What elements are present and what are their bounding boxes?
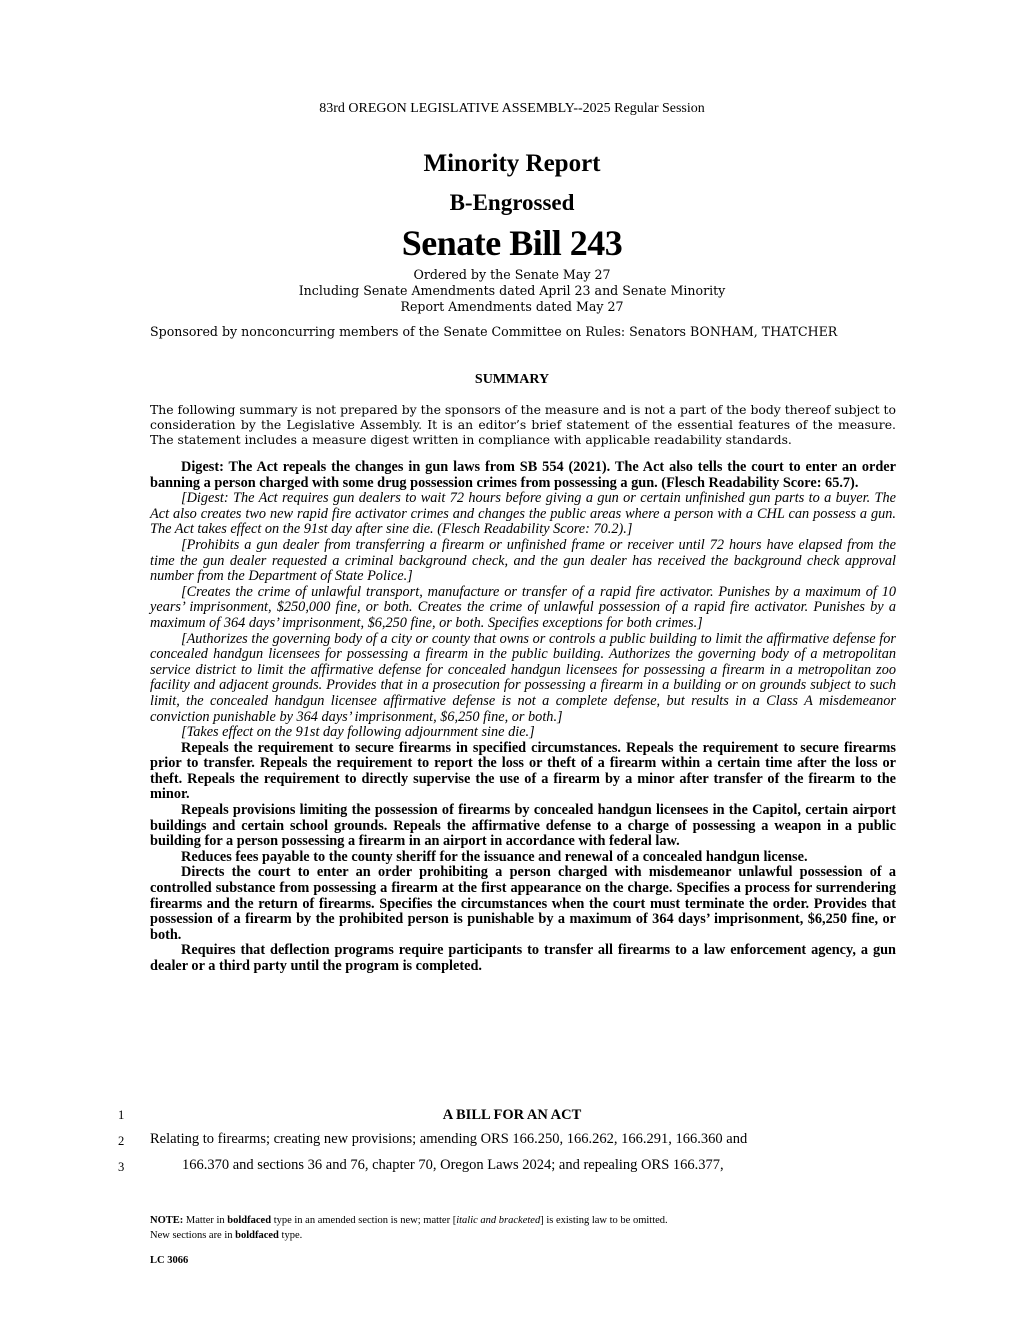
new-provision: Repeals the requirement to secure firearms in specified circumstances. Repeals the requirement to secure firearms prior to transfer. Repeals the requirement to report the loss or theft of a firearm within a certain time after the loss or theft. Repeals the requirement to directly supervise the use of a firearm by a minor after transfer of the firearm to the minor.	[150, 739, 896, 803]
sponsors: Sponsored by nonconcurring members of the Senate Committee on Rules: Senators BONHAM, THATCHER	[150, 324, 838, 339]
line-number: 1	[118, 1108, 125, 1122]
bill-title: Senate Bill 243	[401, 223, 623, 263]
note-text: New sections are in	[150, 1230, 233, 1241]
report-title: Minority Report	[423, 150, 601, 177]
line-number: 3	[118, 1160, 125, 1174]
note-text: type in an amended section is new; matter [	[273, 1215, 457, 1226]
note-text: type.	[281, 1230, 303, 1241]
ordered-block	[0, 267, 1024, 315]
new-provision: Repeals provisions limiting the possession of firearms by concealed handgun licensees in the Capitol, certain airport buildings and certain school grounds. Repeals the affirmative defense to a charge of possessing a weapon in a public building for a person possessing a firearm in an airport in accordance with federal law.	[150, 802, 896, 850]
engrossed-label: B-Engrossed	[449, 190, 575, 215]
summary-intro: The following summary is not prepared by the sponsors of the measure and is not a part of the body thereof subject to consideration by the Legislative Assembly. It is an editor’s brief statement of the essential features of the measure. The statement includes a measure digest written in compliance with applicable readability standards.	[150, 402, 896, 447]
note-bold: boldfaced	[227, 1215, 272, 1226]
session-header: 83rd OREGON LEGISLATIVE ASSEMBLY--2025 Regular Session	[319, 101, 705, 116]
note-bold: boldfaced	[235, 1230, 279, 1241]
bill-text-line: 166.370 and sections 36 and 76, chapter 70, Oregon Laws 2024; and repealing ORS 166.377,	[182, 1157, 724, 1173]
deleted-provision: [Prohibits a gun dealer from transferring a firearm or unfinished frame or receiver until 72 hours have elapsed from the time the gun dealer requested a criminal background check, and the gun dealer has received the background check approval number from the Department of State Police.]	[150, 536, 896, 585]
bill-text-line: Relating to firearms; creating new provisions; amending ORS 166.250, 166.262, 166.291, 166.360 and	[150, 1131, 748, 1147]
digest-new: Digest: The Act repeals the changes in gun laws from SB 554 (2021). The Act also tells the court to enter an order banning a person charged with some drug possession crimes from possessing a gun. (Flesch Readability Score: 65.7).	[150, 459, 896, 491]
summary-digest	[150, 460, 896, 975]
footnote	[150, 1213, 896, 1243]
new-provision: Requires that deflection programs require participants to transfer all firearms to a law enforcement agency, a gun dealer or a third party until the program is completed.	[150, 942, 896, 974]
note-label: NOTE:	[150, 1215, 184, 1226]
ordered-line: Ordered by the Senate May 27	[413, 267, 611, 282]
digest-old: [Digest: The Act requires gun dealers to wait 72 hours before giving a gun or certain unfinished gun parts to a buyer. The Act also creates two new rapid fire activator crimes and changes the public areas where a person with a CHL can possess a gun. The Act takes effect on the 91st day after sine die. (Flesch Readability Score: 70.2).]	[150, 490, 896, 538]
note-text: Matter in	[185, 1215, 225, 1226]
note-text: ] is existing law to be omitted.	[540, 1215, 668, 1226]
new-provision: Directs the court to enter an order prohibiting a person charged with misdemeanor unlawful possession of a controlled substance from possessing a firearm at the first appearance on the charge. Specifies a process for surrendering firearms and the return of firearms. Specifies the circumstances when the court must terminate the order. Provides that possession of a firearm by the prohibited person is punishable by a maximum of 364 days’ imprisonment, $6,250 fine, or both.	[150, 864, 896, 943]
ordered-line: Report Amendments dated May 27	[400, 299, 624, 314]
summary-heading: SUMMARY	[474, 372, 550, 387]
new-provision: Reduces fees payable to the county sheriff for the issuance and renewal of a concealed handgun license.	[181, 848, 808, 865]
line-number: 2	[118, 1134, 125, 1148]
lc-number: LC 3066	[150, 1255, 189, 1266]
note-italic: italic and bracketed	[456, 1215, 541, 1226]
deleted-provision: [Takes effect on the 91st day following adjournment sine die.]	[181, 724, 535, 741]
deleted-provision: [Creates the crime of unlawful transport, manufacture or transfer of a rapid fire activator. Punishes by a maximum of 10 years’ imprisonment, $250,000 fine, or both. Creates the crime of unlawful possession of a rapid fire activator. Punishes by a maximum of 364 days’ imprisonment, $6,250 fine, or both. Specifies exceptions for both crimes.]	[150, 583, 896, 631]
deleted-provision: [Authorizes the governing body of a city or county that owns or controls a public building to limit the affirmative defense for concealed handgun licensees for possessing a firearm in the public building. Authorizes the governing body of a metropolitan service district to limit the affirmative defense for concealed handgun licensees for possessing a firearm in a metropolitan zoo facility and adjacent grounds. Provides that in a prosecution for possessing a firearm in a building or on grounds subject to such limit, the concealed handgun licensee affirmative defense is not a complete defense, but results in a Class A misdemeanor conviction punishable by 364 days’ imprisonment, $6,250 fine, or both.]	[150, 630, 896, 725]
ordered-line: Including Senate Amendments dated April 23 and Senate Minority	[298, 283, 726, 298]
bill-heading: A BILL FOR AN ACT	[442, 1107, 582, 1123]
